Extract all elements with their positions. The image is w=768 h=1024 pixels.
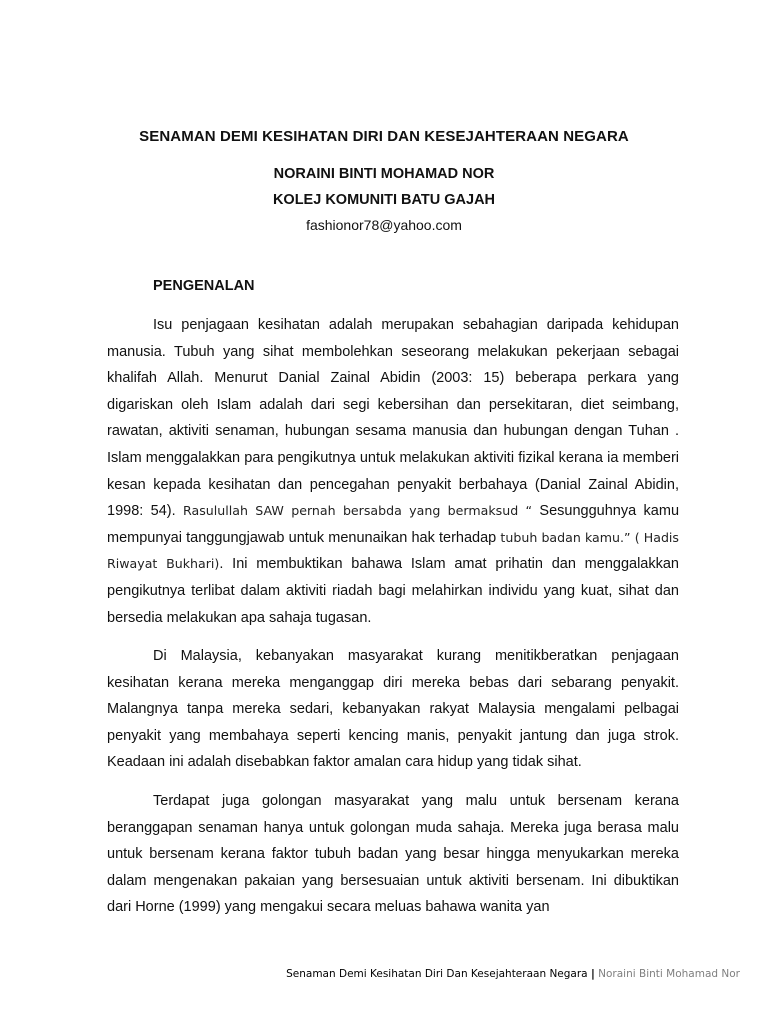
footer-author: Noraini Binti Mohamad Nor	[598, 968, 740, 980]
paragraph-1-text-a: Isu penjagaan kesihatan adalah merupakan sebahagian daripada kehidupan manusia. Tubuh yang sihat membolehkan seseorang melakukan pekerjaan sebagai khalifah Allah. Menurut Danial Zainal Abidin (2003: 15) beberapa perkara yang digariskan oleh Islam adalah dari segi kebersihan dan persekitaran, diet seimbang, rawatan, aktiviti senaman, hubungan sesama manusia dan hubungan dengan Tuhan . Islam menggalakkan para pengikutnya untuk melakukan aktiviti fizikal kerana ia memberi kesan kepada kesihatan dan pencegahan penyakit berbahaya (Danial Zainal Abidin, 1998: 54).	[107, 317, 679, 520]
document-title: SENAMAN DEMI KESIHATAN DIRI DAN KESEJAHTERAAN NEGARA	[139, 128, 629, 145]
section-heading: PENGENALAN	[153, 278, 255, 294]
paragraph-2	[107, 643, 679, 776]
paragraph-2-text: Di Malaysia, kebanyakan masyarakat kurang menitikberatkan penjagaan kesihatan kerana mereka menganggap diri mereka bebas dari sebarang penyakit. Malangnya tanpa mereka sedari, kebanyakan rakyat Malaysia mengalami pelbagai penyakit yang membahaya seperti kencing manis, penyakit jantung dan juga strok. Keadaan ini adalah disebabkan faktor amalan cara hidup yang tidak sihat.	[107, 648, 679, 771]
paragraph-3	[107, 788, 679, 921]
hadith-quote-b: tubuh badan kamu.” ( Hadis Riwayat Bukhari)	[107, 529, 679, 572]
footer-separator: |	[590, 968, 595, 980]
institution-name: KOLEJ KOMUNITI BATU GAJAH	[272, 192, 496, 208]
hadith-quote-a: Rasulullah SAW pernah bersabda yang bermaksud “	[183, 503, 533, 519]
paragraph-3-text: Terdapat juga golongan masyarakat yang malu untuk bersenam kerana beranggapan senaman hanya untuk golongan muda sahaja. Mereka juga berasa malu untuk bersenam kerana faktor tubuh badan yang besar hingga menyukarkan mereka dalam mengenakan pakaian yang bersesuaian untuk aktiviti bersenam. Ini dibuktikan dari Horne (1999) yang mengakui secara meluas bahawa wanita yan	[107, 793, 679, 916]
paragraph-1	[107, 312, 679, 631]
footer-title: Senaman Demi Kesihatan Diri Dan Kesejahteraan Negara	[286, 968, 588, 980]
author-name: NORAINI BINTI MOHAMAD NOR	[273, 166, 495, 182]
author-email: fashionor78@yahoo.com	[306, 217, 462, 233]
paragraph-1-text-b: Sesungguhnya kamu mempunyai tanggungjawab untuk menunaikan hak terhadap	[107, 503, 680, 546]
page-footer	[286, 968, 740, 980]
paragraph-1-text-c: . Ini membuktikan bahawa Islam amat prihatin dan menggalakkan pengikutnya terlibat dalam aktiviti riadah bagi melahirkan individu yang kuat, sihat dan bersedia melakukan apa sahaja tugasan.	[107, 556, 679, 626]
